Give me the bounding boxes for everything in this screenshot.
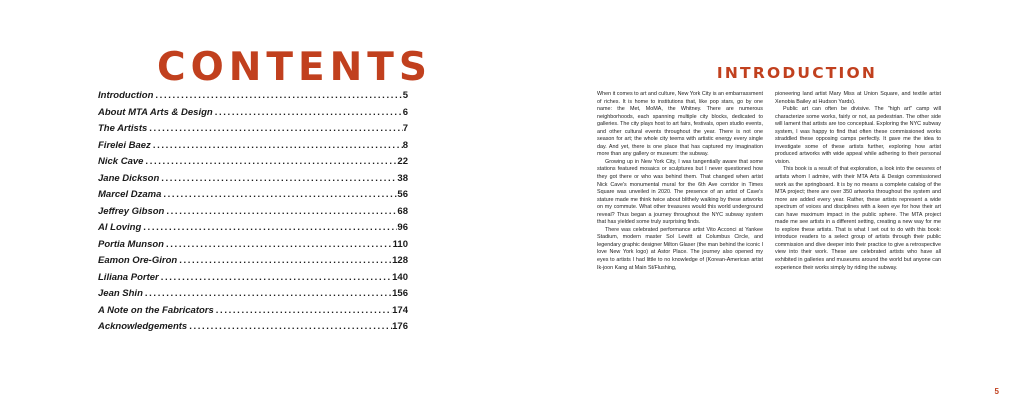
body-paragraph: When it comes to art and culture, New York City is an embarrassment of riches. It is home to institutions that, like pop stars, go by one name: the Met, MoMA, the Whitney. There are numerous neighborhoods, each spanning multiple city blocks, dedicated to galleries. The city plays host to art fairs, festivals, open studio events, and other cultural events throughout the year. There is not one season for art; the whole city teems with artistic energy every single day. And yet, there is one place that has captured my imagination more than any gallery or museum: the subway. [597,91,763,158]
toc-entry-title: Introduction [98,90,154,101]
toc-entry-title: Jean Shin [98,288,143,299]
toc-entry-page: 128 [392,255,408,266]
toc-entry-title: Jeffrey Gibson [98,205,165,217]
toc-entry[interactable] [98,305,408,322]
toc-entry-title: Jane Dickson [98,172,160,184]
toc-entry-page: 96 [397,222,408,233]
toc-entry-page: 68 [397,205,408,217]
toc-leader-dots [159,272,392,283]
toc-entry-page: 38 [397,172,408,184]
toc-leader-dots [213,107,403,118]
toc-entry[interactable] [98,321,408,338]
body-paragraph: This book is a result of that exploration, a look into the oeuvres of artists whom I admire, with their MTA Arts & Design commissioned work as the springboard. It is by no means a complete catalog of the MTA project; there are over 350 artworks throughout the system and more are added every year. Rather, these artists represent a wide spectrum of voices and disciplines with a keen eye for how their art can have maximum impact in the public sphere. The MTA project made me see artists in a different setting, creating a new way for me to explore these artists. That is what I set out to do with this book: introduce readers to a select group of artists through their public commission and dive deeper into their practice to give a retrospective view into their work. These are celebrated artists who have all exhibited in galleries and museums around the world but anyone can experience their works simply by riding the subway. [775,166,941,271]
toc-entry[interactable] [98,156,408,173]
toc-entry[interactable] [98,222,408,239]
toc-leader-dots [187,321,392,332]
toc-entry[interactable] [98,140,408,157]
toc-entry-page: 8 [402,139,408,151]
toc-leader-dots [151,140,403,151]
toc-entry-page: 140 [392,271,408,283]
toc-entry[interactable] [98,90,408,107]
introduction-column-1 [597,91,763,272]
toc-entry[interactable] [98,173,408,190]
toc-leader-dots [164,206,397,217]
toc-entry-title: Al Loving [98,222,142,233]
toc-entry-page: 174 [392,304,408,316]
toc-leader-dots [159,173,397,184]
toc-entry-title: Liliana Porter [98,271,159,283]
toc-entry-title: About MTA Arts & Design [98,106,213,118]
toc-entry[interactable] [98,189,408,206]
toc-leader-dots [141,222,397,233]
introduction-heading: INTRODUCTION [716,64,878,82]
toc-entry-page: 56 [397,189,408,200]
page-number: 5 [994,387,999,396]
toc-entry[interactable] [98,255,408,272]
table-of-contents [98,90,408,338]
body-paragraph: There was celebrated performance artist Vito Acconci at Yankee Stadium, modern master Sol Lewitt at Columbus Circle, and legendary graphic designer Milton Glaser (the man behind the iconic I love New York logo) at Astor Place. The journey also opened my eyes to artists I had little to no knowledge of (Korean-American artist Ik-joon Kang at Main St/Flushing, [597,226,764,271]
toc-leader-dots [153,90,402,101]
toc-leader-dots [177,255,392,266]
toc-entry-title: The Artists [98,123,148,134]
toc-entry-page: 22 [397,156,408,167]
toc-entry-page: 156 [392,288,408,299]
toc-entry[interactable] [98,107,408,124]
toc-entry[interactable] [98,239,408,256]
toc-leader-dots [161,189,397,200]
toc-entry-title: Acknowledgements [98,321,188,332]
toc-leader-dots [143,288,392,299]
toc-entry-page: 7 [402,123,408,134]
toc-entry-page: 6 [402,106,408,118]
toc-entry-title: Portia Munson [98,238,164,250]
toc-entry-title: Eamon Ore-Giron [98,255,178,266]
toc-entry-page: 5 [402,90,408,101]
toc-entry[interactable] [98,123,408,140]
toc-entry-title: Nick Cave [98,156,144,167]
toc-entry-title: A Note on the Fabricators [98,304,214,316]
toc-entry[interactable] [98,206,408,223]
toc-leader-dots [147,123,402,134]
toc-leader-dots [143,156,397,167]
toc-entry[interactable] [98,288,408,305]
toc-entry-title: Firelei Baez [98,139,151,151]
toc-entry-page: 176 [392,321,408,332]
toc-entry[interactable] [98,272,408,289]
toc-leader-dots [164,239,393,250]
toc-leader-dots [214,305,392,316]
toc-entry-title: Marcel Dzama [98,189,162,200]
body-paragraph: pioneering land artist Mary Miss at Union Square, and textile artist Xenobia Bailey at Hudson Yards). [775,91,941,105]
body-paragraph: Growing up in New York City, I was tangentially aware that some stations featured mosaics or sculptures but I never questioned how they got there or who was behind them. That changed when artist Nick Cave's monumental mural for the 6th Ave corridor in Times Square was unveiled in 2020. The presence of an artist of Cave's stature made me think twice about blithely walking by these artworks on my commute. What other treasures would this world underground reveal? Thus began a journey throughout the NYC subway system that has yielded some truly surprising finds. [597,158,763,226]
body-paragraph: Public art can often be divisive. The "high art" camp will characterize some works, fairly or not, as pedestrian. The other side will lament that artists are too conceptual. Exploring the NYC subway system, I was happy to find that often these commissioned works straddled these opposing camps perfectly. It gave me the idea to investigate some of these artists further, exploring how artist produced artworks with wide appeal while adhering to their personal vision. [775,106,941,165]
toc-entry-page: 110 [392,238,408,250]
introduction-column-2 [775,91,941,272]
contents-heading: CONTENTS [157,45,432,90]
